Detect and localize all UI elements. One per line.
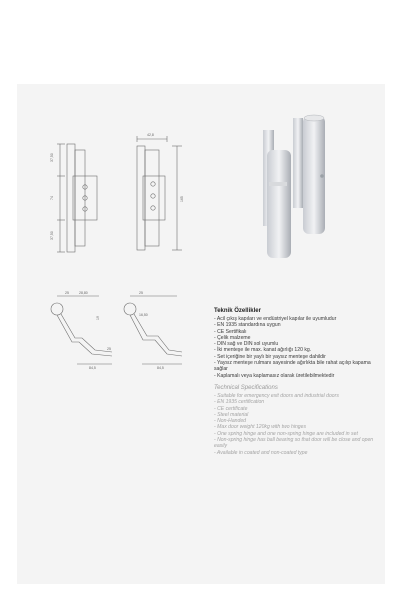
spec-tr-item: - CE Sertifikalı <box>214 328 247 335</box>
dim-dia-left: 25 <box>65 291 69 295</box>
dim-arm2: 16,50 <box>139 313 148 317</box>
dim-height: 165 <box>180 196 184 202</box>
dim-arm5: 25 <box>107 347 111 351</box>
spec-tr-item: - Kaplamalı veya kaplamasız olarak üretilebilmektedir <box>214 372 335 379</box>
dim-mid: 74 <box>50 196 54 200</box>
spec-en-item: - Steel material <box>214 411 249 418</box>
hinge-render-left <box>263 130 291 258</box>
spec-tr-item: - DIN sağ ve DIN sol uyumlu <box>214 341 279 348</box>
top-view-right <box>124 296 182 364</box>
dim-width: 42,8 <box>147 133 154 137</box>
dim-arm1: 28,80 <box>79 291 88 295</box>
spec-en-item: - Available in coated and non-coated type <box>214 449 308 456</box>
spec-en-item: - Non-Handed <box>214 418 246 425</box>
dim-arm3: 19 <box>96 316 100 320</box>
top-view-left <box>51 296 112 364</box>
english-specs-title: Technical Specifications <box>214 384 278 391</box>
product-sheet <box>17 84 385 584</box>
dim-bottom: 37,50 <box>50 231 54 240</box>
spec-en-item: - CE certificate <box>214 405 248 412</box>
spec-en-item: - Suitable for emergency exit doors and industrial doors <box>214 392 339 399</box>
side-view <box>137 136 182 250</box>
turkish-specs-title: Teknik Özellikler <box>214 308 261 314</box>
spec-tr-item: - Set içeriğine bir yaylı bir yaysız menteşe dahildir <box>214 353 326 360</box>
spec-tr-item: - Çelik malzeme <box>214 334 251 341</box>
dim-arm4-right: 84,5 <box>157 366 164 370</box>
front-view <box>57 144 97 252</box>
spec-tr-item: - EN 1935 standardına uygun <box>214 322 281 329</box>
english-specs <box>214 385 384 456</box>
spec-tr-item: - Yaysız menteşe rulmanı sayesinde ağırlıkta bile rahat açılıp kapama sağlar <box>214 360 371 373</box>
spec-en-item: - One spring hinge and one non-spring hinge are included in set <box>214 430 358 437</box>
hinge-render-right <box>293 115 325 234</box>
spec-en-item: - Max door weight 120kg with two hinges <box>214 424 307 431</box>
dim-top: 37,50 <box>50 153 54 162</box>
spec-tr-item: - Acil çıkış kapıları ve endüstriyel kapılar ile uyumludur <box>214 316 337 322</box>
spec-en-item: - EN 1935 certification <box>214 399 265 406</box>
dim-dia-right: 25 <box>139 291 143 295</box>
spec-tr-item: - İki menteşe ile max. kanat ağırlığı 120 kg. <box>214 347 312 354</box>
dim-arm4-left: 84,5 <box>89 366 96 370</box>
turkish-specs <box>214 308 384 379</box>
specifications <box>214 308 384 456</box>
spec-en-item: - Non-spring hinge has ball bearing so that door will be close and open easily <box>214 437 374 450</box>
